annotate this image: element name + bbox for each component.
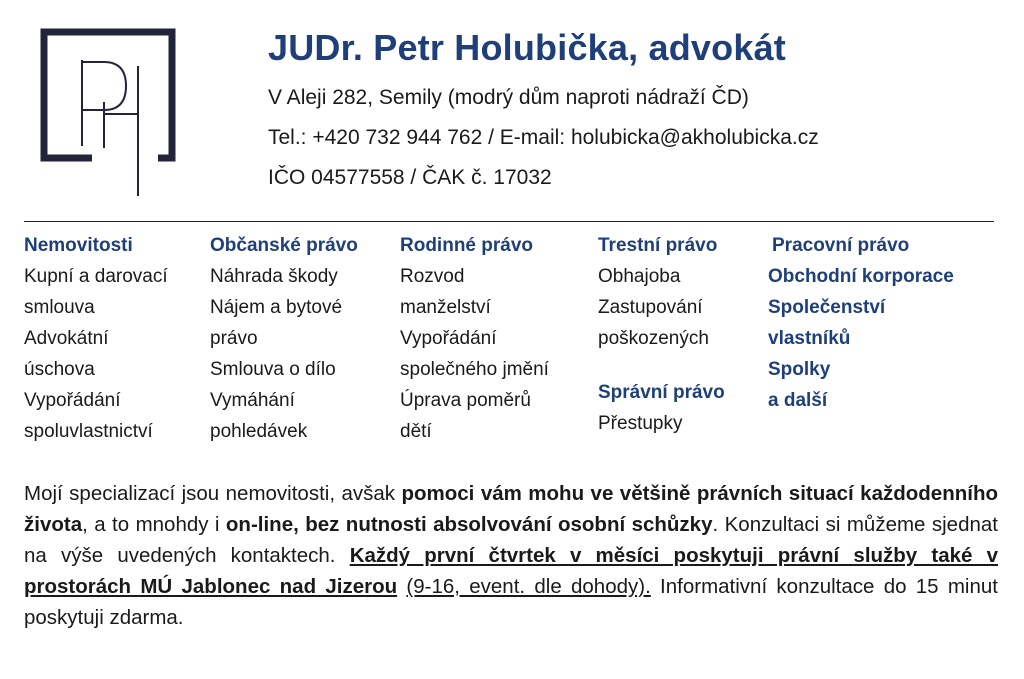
para-text: . Konzultaci si můžeme sjednat na výše uvedených kontaktech. <box>24 513 998 567</box>
column-line: smlouva <box>24 297 95 318</box>
column-line: vlastníků <box>768 328 851 349</box>
column-line: Obhajoba <box>598 266 681 287</box>
column-rodinne-pravo <box>400 230 549 447</box>
column-heading: Rodinné právo <box>400 235 534 256</box>
column-line: spoluvlastnictví <box>24 421 153 442</box>
para-text: Informativní konzultace do 15 minut poskytuji zdarma. <box>24 575 998 629</box>
column-line: poškozených <box>598 328 709 349</box>
para-bold: on-line, bez nutnosti absolvování osobní schůzky <box>225 513 713 536</box>
column-heading: Pracovní právo <box>772 235 910 256</box>
column-line: Obchodní korporace <box>768 266 954 287</box>
contact-line: Tel.: +420 732 944 762 / E-mail: holubicka@akholubicka.cz <box>268 126 819 149</box>
column-line: Kupní a darovací <box>24 266 168 287</box>
column-nemovitosti <box>24 230 168 447</box>
column-line: Vypořádání <box>24 390 121 411</box>
column-line: dětí <box>400 421 432 442</box>
column-heading: Trestní právo <box>598 235 718 256</box>
column-line: Nájem a bytové <box>210 297 343 318</box>
para-bold: pomoci vám mohu ve většině právních situací každodenního života <box>24 482 998 536</box>
para-text: Mojí specializací jsou nemovitosti, avšak <box>24 482 402 505</box>
column-line: Advokátní <box>24 328 109 349</box>
address-line: V Aleji 282, Semily (modrý dům naproti nádraží ČD) <box>268 86 749 109</box>
column-line: Vymáhání <box>210 390 295 411</box>
header <box>268 26 819 198</box>
ids-line: IČO 04577558 / ČAK č. 17032 <box>268 166 552 189</box>
column-line: Společenství <box>768 297 886 318</box>
column-pracovni-pravo <box>768 230 954 416</box>
column-heading-spravni: Správní právo <box>598 382 725 403</box>
column-line: právo <box>210 328 258 349</box>
ph-logo-mark <box>40 28 176 196</box>
column-line: Rozvod <box>400 266 465 287</box>
page-title: JUDr. Petr Holubička, advokát <box>268 27 786 68</box>
column-line: společného jmění <box>400 359 549 380</box>
column-line: Vypořádání <box>400 328 497 349</box>
para-text: , a to mnohdy i <box>82 513 226 536</box>
column-gap <box>598 354 725 377</box>
column-trestni-pravo <box>598 230 725 439</box>
column-line: Spolky <box>768 359 831 380</box>
column-line: manželství <box>400 297 491 318</box>
column-line: Úprava poměrů <box>400 390 531 411</box>
column-line: Zastupování <box>598 297 703 318</box>
column-heading: Nemovitosti <box>24 235 133 256</box>
column-line: Přestupky <box>598 413 683 434</box>
column-heading: Občanské právo <box>210 235 358 256</box>
para-underline-bold: Každý první čtvrtek v měsíci poskytuji právní služby také v prostorách MÚ Jablonec nad Jizerou <box>24 544 998 598</box>
column-obcanske-pravo <box>210 230 358 447</box>
column-line: Náhrada škody <box>210 266 338 287</box>
para-underline: (9-16, event. dle dohody). <box>406 575 651 598</box>
column-line: pohledávek <box>210 421 308 442</box>
divider <box>24 221 994 222</box>
column-line: a další <box>768 390 828 411</box>
column-line: Smlouva o dílo <box>210 359 336 380</box>
info-paragraph <box>24 478 998 633</box>
column-line: úschova <box>24 359 95 380</box>
ph-logo <box>40 28 176 196</box>
